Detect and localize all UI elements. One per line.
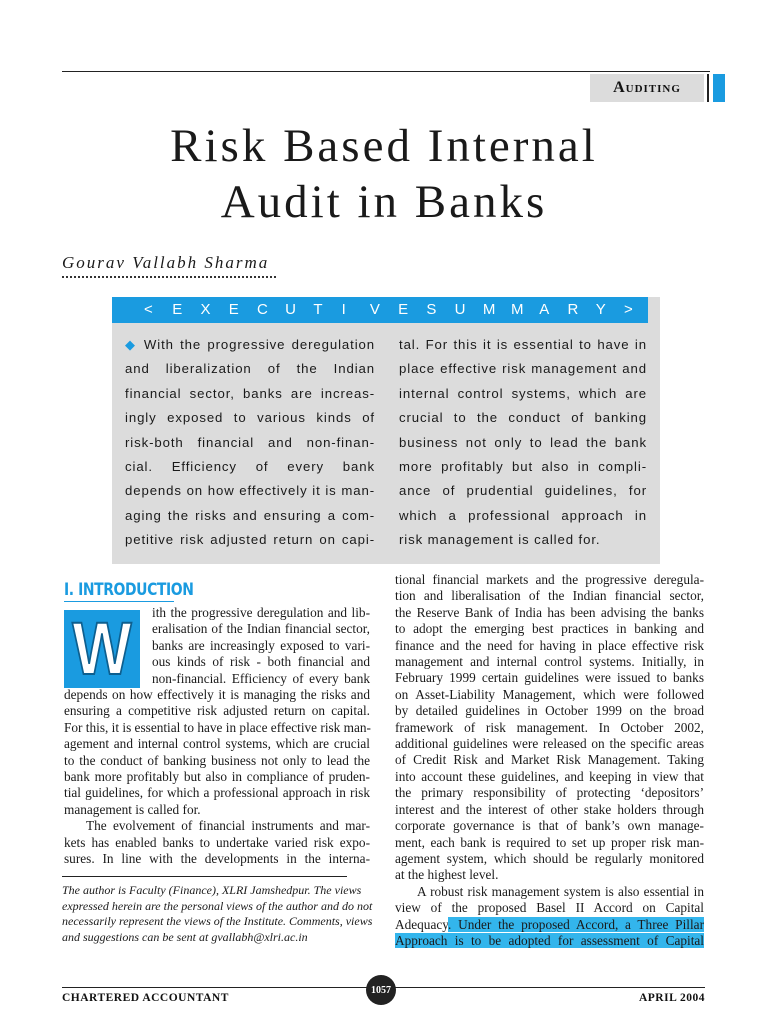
body-line: ensuring a competitive risk adjusted return on capital. [64, 703, 370, 719]
body-line: framework of risk management. In October 2002, [395, 719, 704, 735]
heading-letter: E [228, 301, 239, 318]
heading-letter: I [341, 301, 346, 318]
body-line: ous kinds of risk - both financial and [152, 654, 370, 670]
body-line: corporate governance is that of bank’s own manage- [395, 818, 704, 834]
footnote-line: The author is Faculty (Finance), XLRI Jamshedpur. The views [62, 883, 362, 897]
heading-letter: M [482, 301, 496, 318]
body-line: at the highest level. [395, 867, 499, 883]
summary-line: With the progressive deregulation [143, 337, 375, 352]
section-label: Auditing [590, 74, 704, 102]
heading-letter: > [624, 301, 633, 318]
body-line: to the conduct of banking business not only to lead the [64, 752, 370, 768]
summary-line: business not only to lead the bank [399, 434, 647, 450]
footnote-line: expressed herein are the personal views of the author and do not [62, 898, 373, 913]
body-line: sures. In line with the developments in the interna- [64, 851, 370, 867]
body-line: banks are increasingly exposed to vari- [152, 637, 370, 653]
summary-line: internal control systems, which are [399, 385, 647, 401]
body-line: management and internal control systems. Initially, in [395, 654, 704, 670]
body-line: bank more profitably but also in compliance of pruden- [64, 769, 370, 785]
section-heading-underline [64, 601, 174, 602]
summary-line: which a professional approach in [399, 507, 647, 523]
summary-line: cial. Efficiency of every bank [125, 459, 375, 475]
body-line: to adopt the emerging best practices in banking and [395, 621, 704, 637]
executive-summary-heading [112, 297, 648, 323]
summary-line: financial sector, banks are increas- [125, 385, 375, 401]
section-tab-accent [713, 74, 725, 102]
body-line: additional guidelines were released on the specific areas [395, 736, 704, 752]
section-heading-introduction: I. INTRODUCTION [64, 580, 194, 600]
executive-summary-column-1 [125, 333, 375, 553]
executive-summary-column-2 [399, 333, 647, 553]
body-text: Adequacy [395, 916, 449, 932]
body-line: on Asset-Liability Management, which were followed [395, 686, 704, 702]
footnote-line: necessarily represent the views of the Institute. Comments, views [62, 914, 373, 929]
summary-line: risk management is called for. [399, 532, 601, 548]
summary-line: ingly exposed to various kinds of [125, 410, 375, 426]
body-line: non-financial. Efficiency of every bank [152, 670, 370, 686]
body-line: The evolvement of financial instruments and mar- [86, 818, 370, 834]
body-line: tional financial markets and the progressive deregula- [395, 572, 704, 587]
summary-line: petitive risk adjusted return on capi- [125, 532, 375, 548]
title-line: Audit in Banks [220, 176, 548, 228]
heading-letter: < [144, 301, 153, 318]
heading-letter: S [426, 301, 437, 318]
drop-cap [64, 607, 140, 690]
diamond-icon: ◆ [125, 337, 138, 352]
body-line: agement system, which should be regularly monitored [395, 850, 704, 866]
heading-letter: E [172, 301, 183, 318]
footnote-line: and suggestions can be sent at gvallabh@xlri.ac.in [62, 929, 308, 944]
section-tab-divider [707, 74, 709, 102]
body-line: into account these guidelines, and keeping in view that [395, 768, 704, 784]
body-line [395, 933, 704, 949]
body-line: kets has enabled banks to undertake varied risk expo- [64, 834, 370, 850]
body-line: management is called for. [64, 801, 201, 817]
heading-letter: V [369, 301, 380, 318]
publication-name: CHARTERED ACCOUNTANT [62, 992, 229, 1004]
body-line: of Credit Risk and Market Risk Management. Taking [395, 752, 704, 768]
heading-letter: X [200, 301, 211, 318]
heading-letter: U [285, 301, 297, 318]
body-line: A robust risk management system is also essential in [417, 883, 704, 899]
summary-line: ance of prudential guidelines, for [399, 483, 647, 499]
body-line: tial guidelines, for which a professional approach in risk [64, 785, 370, 801]
title-line: Risk Based Internal [170, 120, 598, 172]
body-line: the Reserve Bank of India has been advising the banks [395, 604, 704, 620]
heading-letter: E [398, 301, 409, 318]
body-line: the primary responsibility of protecting ‘depositors’ [395, 785, 704, 801]
author-dotted-rule [62, 276, 276, 278]
summary-line: depends on how effectively it is man- [125, 483, 375, 499]
summary-line: risk-both financial and non-finan- [125, 434, 375, 450]
heading-letter: M [511, 301, 524, 318]
summary-line: crucial to the conduct of banking [399, 410, 647, 426]
intro-column-2 [395, 572, 704, 949]
heading-letter: R [567, 301, 579, 318]
heading-letter: A [539, 301, 550, 318]
summary-line: more profitably but also in compli- [399, 459, 647, 475]
body-line: agement and internal control systems, which are crucial [64, 736, 370, 752]
author-footnote [62, 883, 373, 945]
top-rule [62, 71, 710, 72]
footnote-rule [62, 876, 347, 877]
issue-date: APRIL 2004 [638, 992, 705, 1004]
body-line: view of the proposed Basel II Accord on Capital [395, 900, 704, 916]
drop-cap-letter: W [72, 607, 132, 690]
heading-letter: Y [595, 301, 606, 318]
summary-line: aging the risks and ensuring a com- [125, 507, 375, 523]
summary-line: tal. For this it is essential to have in [399, 337, 647, 352]
body-line: February 1999 certain guidelines were issued to banks [395, 670, 704, 686]
article-title [62, 118, 706, 230]
heading-letter: C [256, 301, 268, 318]
body-line: tion and liberalisation of the Indian financial sector, [395, 588, 704, 604]
heading-letter: T [313, 301, 323, 318]
body-line: depends on how effectively it is managing the risks and [64, 687, 370, 702]
body-line: For this, it is essential to have in place effective risk man- [64, 719, 371, 735]
intro-column-1 [64, 687, 370, 867]
heading-letter: U [454, 301, 466, 318]
intro-column-1-wrapped [152, 605, 370, 687]
body-line: ith the progressive deregulation and lib- [152, 605, 370, 620]
body-line: ment, each bank is required to set up proper risk man- [395, 834, 704, 850]
summary-line: and liberalization of the Indian [125, 361, 375, 377]
highlighted-text: Approach is to be adopted for assessment of Capital [395, 932, 704, 948]
summary-line: place effective risk management and [399, 361, 647, 377]
body-line: interest and the interest of other stake holders through [395, 801, 704, 817]
page-number: 1057 [366, 975, 396, 1005]
body-line [395, 917, 704, 933]
body-line: eralisation of the Indian financial sector, [152, 621, 370, 637]
body-line: by detailed guidelines in October 1999 on the broad [395, 703, 704, 719]
author-name: Gourav Vallabh Sharma [62, 253, 270, 272]
body-line: finance and the need for having in place effective risk [395, 637, 704, 653]
highlighted-text: . Under the proposed Accord, a Three Pillar [448, 916, 704, 932]
